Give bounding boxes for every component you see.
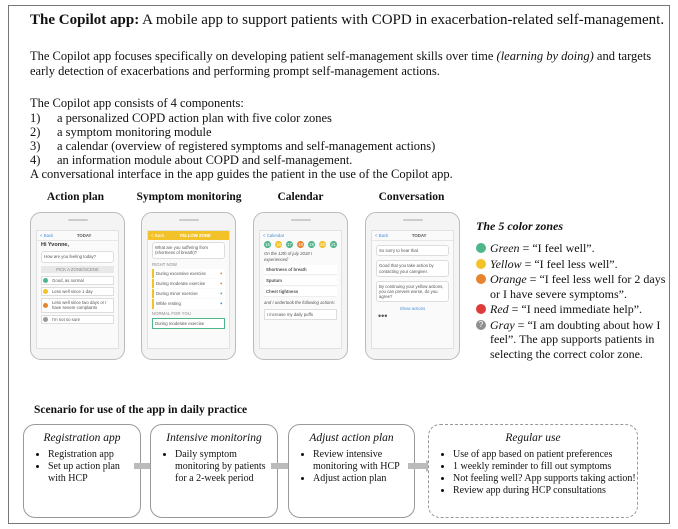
gray-dot-icon <box>43 317 48 322</box>
pick-zone-label: PICK A ZONE/SCENE <box>41 266 114 273</box>
phone-title-action-plan: Action plan <box>46 191 105 203</box>
back-link[interactable]: < Back <box>151 233 165 238</box>
zone-yellow: Yellow = “I feel less well”. <box>476 257 666 272</box>
scenario-bullet: • Review intensive monitoring with HCP <box>313 449 414 473</box>
symptom-option[interactable]: During excessive exercise ✦ <box>152 269 225 278</box>
symptom-option[interactable]: While resting ✦ <box>152 299 225 308</box>
calendar-symptom: Sputum <box>264 276 337 286</box>
red-circle-icon <box>476 304 486 314</box>
component-item: 1) a personalized COPD action plan with five color zones <box>30 111 332 125</box>
page-title: The Copilot app: A mobile app to support patients with COPD in exacerbation-related self-management. <box>30 12 665 28</box>
orange-dot-icon <box>43 303 48 308</box>
section-label: NORMAL FOR YOU <box>152 310 191 316</box>
conversation-screen <box>371 230 454 349</box>
screen-header: YELLOW ZONE <box>179 233 211 238</box>
question-circle-icon: ? <box>476 320 486 330</box>
calendar-day[interactable]: 16 <box>276 242 281 248</box>
calendar-day[interactable]: 19 <box>309 242 314 248</box>
component-item: 3) a calendar (overview of registered symptoms and self-management actions) <box>30 139 436 153</box>
symptom-screen <box>147 230 230 349</box>
calendar-and: and I undertook the following actions: <box>264 300 335 306</box>
zone-green: Green = “I feel well”. <box>476 241 666 256</box>
zone-option-green[interactable]: Good, as normal <box>41 276 114 285</box>
symptom-option[interactable]: During minor exercise ✦ <box>152 289 225 298</box>
typing-indicator: ••• <box>378 310 388 321</box>
back-link[interactable]: < Calendar <box>263 233 285 238</box>
scenario-bullet: • Not feeling well? App supports taking action! <box>453 473 637 485</box>
zone-option-gray[interactable]: I'm not so sure <box>41 315 114 324</box>
zone-red: Red = “I need immediate help”. <box>476 302 666 317</box>
calendar-screen <box>259 230 342 349</box>
scenario-box-adjust <box>288 424 415 518</box>
scenario-box-registration <box>23 424 141 518</box>
calendar-symptom: Shortness of breath <box>264 265 337 275</box>
calendar-days <box>260 240 341 249</box>
phone-conversation <box>365 212 460 360</box>
chat-bubble: By continuing your yellow actions, you can prevent worse, do you agree? <box>376 281 449 303</box>
phone-calendar <box>253 212 348 360</box>
calendar-action: I increase my daily puffs <box>264 309 337 320</box>
yellow-dot-icon <box>43 289 48 294</box>
screen-header: TODAY <box>76 233 92 238</box>
screen-header: TODAY <box>411 233 427 238</box>
scenario-box-regular-use <box>428 424 638 518</box>
scenario-box-title: Adjust action plan <box>309 432 394 444</box>
scenario-bullet: • Use of app based on patient preferences <box>453 449 637 461</box>
scenario-box-title: Registration app <box>43 432 121 444</box>
scenario-bullet: • Review app during HCP consultations <box>453 485 637 497</box>
phone-symptom-monitoring <box>141 212 236 360</box>
phone-title-conversation: Conversation <box>378 191 445 203</box>
green-dot-icon <box>43 278 48 283</box>
scenario-box-title: Regular use <box>505 432 561 444</box>
scenario-bullet: • Daily symptom monitoring by patients for a 2-week period <box>175 449 277 485</box>
component-item: 2) a symptom monitoring module <box>30 125 212 139</box>
zones-heading: The 5 color zones <box>476 219 563 233</box>
green-circle-icon <box>476 243 486 253</box>
question-bubble: What are you suffering from (shortness of breath)? <box>152 242 225 258</box>
yellow-circle-icon <box>476 259 486 269</box>
zone-orange: Orange = “I feel less well for 2 days or I have severe symptoms”. <box>476 272 666 301</box>
conversational-note: A conversational interface in the app guides the patient in the use of the Copilot app. <box>30 167 453 181</box>
zone-option-orange[interactable]: Less well since two days or I have severe complaints <box>41 298 114 312</box>
scenario-bullet: • Set up action plan with HCP <box>48 461 140 485</box>
question-bubble: How are you feeling today? <box>41 251 114 262</box>
scenario-bullet: • Registration app <box>48 449 140 461</box>
intro-paragraph: The Copilot app focuses specifically on developing patient self-management skills over time (learning by doing) and targets early detection of exacerbations and performing prompt self-management actions. <box>30 49 652 78</box>
phone-title-calendar: Calendar <box>277 191 324 203</box>
color-zones-legend <box>476 219 666 362</box>
section-label: RIGHT NOW <box>152 261 177 267</box>
zone-option-yellow[interactable]: Less well since 1 day <box>41 287 114 296</box>
calendar-day[interactable]: 20 <box>320 242 325 248</box>
calendar-day[interactable]: 18 <box>298 242 303 248</box>
scenario-bullet: • Adjust action plan <box>313 473 414 485</box>
calendar-day[interactable]: 17 <box>287 242 292 248</box>
scenario-title: Scenario for use of the app in daily practice <box>34 404 248 416</box>
chat-bubble: Good that you take action by contacting your caregiver. <box>376 260 449 276</box>
components-heading: The Copilot app consists of 4 components: <box>30 96 244 110</box>
back-link[interactable]: < Back <box>40 233 54 238</box>
chat-bubble: So sorry to hear that <box>376 245 449 256</box>
greeting: Hi Yvonne, <box>41 242 70 249</box>
calendar-day[interactable]: 15 <box>265 242 270 248</box>
scenario-box-title: Intensive monitoring <box>166 432 262 444</box>
show-actions-link[interactable]: Show actions <box>399 306 426 312</box>
symptom-option[interactable]: During moderate exercise ✦ <box>152 279 225 288</box>
calendar-note: On the 12th of july 2018 I experienced: <box>264 251 313 262</box>
symptom-normal[interactable]: During moderate exercise <box>152 318 225 329</box>
phone-title-symptom-monitoring: Symptom monitoring <box>136 191 242 203</box>
zone-gray: ? Gray = “I am doubting about how I feel”. The app supports patients in selecting the correct color zone. <box>476 318 666 362</box>
calendar-day[interactable]: 21 <box>331 242 336 248</box>
action-plan-screen <box>36 230 119 349</box>
scenario-box-monitoring <box>150 424 278 518</box>
back-link[interactable]: < Back <box>375 233 389 238</box>
component-item: 4) an information module about COPD and self-management. <box>30 153 353 167</box>
scenario-bullet: • 1 weekly reminder to fill out symptoms <box>453 461 637 473</box>
phone-action-plan <box>30 212 125 360</box>
calendar-symptom: Chest tightness <box>264 287 337 297</box>
orange-circle-icon <box>476 274 486 284</box>
